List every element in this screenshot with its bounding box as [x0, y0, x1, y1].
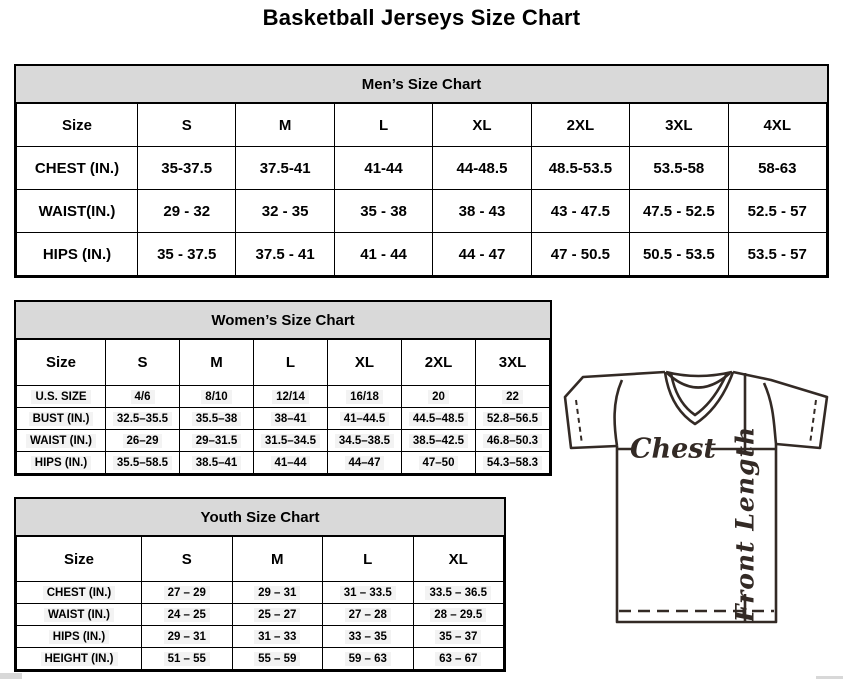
cell-value: 35 - 38: [360, 202, 407, 220]
table-cell: [433, 190, 531, 233]
table-cell: [142, 582, 233, 604]
table-cell: [728, 233, 826, 276]
table-cell: [323, 604, 414, 626]
row-label: [17, 452, 106, 474]
size-table: [16, 536, 504, 670]
table-cell: [106, 452, 180, 474]
table-cell: [106, 408, 180, 430]
cell-value: 51 – 55: [164, 652, 210, 666]
row-label: [17, 430, 106, 452]
womens-size-chart: [14, 300, 552, 476]
row-label-text: HEIGHT (IN.): [41, 652, 118, 666]
table-title: Youth Size Chart: [16, 499, 504, 536]
cell-value: 29 – 31: [164, 630, 210, 644]
table-cell: [334, 233, 432, 276]
column-header: 3XL: [630, 104, 728, 147]
cell-value: 35.5–38: [192, 412, 242, 426]
cell-value: 24 – 25: [164, 608, 210, 622]
row-label: [17, 582, 142, 604]
column-header: L: [334, 104, 432, 147]
cell-value: 22: [502, 390, 523, 404]
column-header: XL: [413, 537, 504, 582]
cell-value: 35 – 37: [435, 630, 481, 644]
table-cell: [254, 430, 328, 452]
table-cell: [630, 190, 728, 233]
cell-value: 52.5 - 57: [747, 202, 807, 220]
cell-value: 35.5–58.5: [113, 456, 172, 470]
cell-value: 29–31.5: [192, 434, 242, 448]
table-cell: [328, 386, 402, 408]
table-cell: [630, 233, 728, 276]
column-header: M: [180, 340, 254, 386]
table-cell: [142, 648, 233, 670]
column-header: 4XL: [728, 104, 826, 147]
table-cell: [531, 147, 629, 190]
table-row: [17, 233, 827, 276]
table-row: [17, 408, 550, 430]
table-cell: [402, 452, 476, 474]
cell-value: 29 - 32: [163, 202, 211, 220]
cell-value: 38 - 43: [458, 202, 506, 220]
cell-value: 35 - 37.5: [157, 245, 217, 263]
cell-value: 8/10: [201, 390, 231, 404]
column-header: XL: [328, 340, 402, 386]
table-cell: [180, 452, 254, 474]
table-cell: [328, 430, 402, 452]
table-cell: [413, 582, 504, 604]
table-cell: [323, 626, 414, 648]
row-label-text: CHEST (IN.): [43, 586, 116, 600]
cell-value: 37.5 - 41: [255, 245, 315, 263]
column-header: S: [138, 104, 236, 147]
table-row: [17, 147, 827, 190]
jersey-left-armhole-seam: [615, 380, 622, 446]
column-header: S: [106, 340, 180, 386]
header-row: [17, 104, 827, 147]
table-cell: [476, 408, 550, 430]
table-cell: [138, 147, 236, 190]
cell-value: 44–47: [345, 456, 385, 470]
cell-value: 12/14: [272, 390, 309, 404]
right-cuff-stitch-line: [810, 400, 816, 444]
row-label-text: BUST (IN.): [29, 412, 94, 426]
table-cell: [232, 582, 323, 604]
table-cell: [236, 190, 334, 233]
youth-size-chart: [14, 497, 506, 672]
mens-size-chart: [14, 64, 829, 278]
row-label: [17, 233, 138, 276]
column-header: Size: [17, 104, 138, 147]
chest-label: Chest: [630, 433, 716, 465]
cell-value: 58-63: [758, 159, 797, 177]
cell-value: 38.5–41: [192, 456, 242, 470]
table-cell: [334, 147, 432, 190]
table-cell: [728, 190, 826, 233]
column-header: M: [236, 104, 334, 147]
table-cell: [180, 386, 254, 408]
column-header: Size: [17, 537, 142, 582]
table-title: Women’s Size Chart: [16, 302, 550, 339]
row-label-text: HIPS (IN.): [42, 245, 112, 263]
cell-value: 31.5–34.5: [261, 434, 320, 448]
page-title: Basketball Jerseys Size Chart: [262, 5, 581, 30]
column-header: Size: [17, 340, 106, 386]
row-label: [17, 190, 138, 233]
cell-value: 38–41: [271, 412, 311, 426]
cell-value: 20: [428, 390, 449, 404]
cell-value: 59 – 63: [345, 652, 391, 666]
table-cell: [138, 190, 236, 233]
table-cell: [413, 604, 504, 626]
table-cell: [413, 626, 504, 648]
cell-value: 28 – 29.5: [430, 608, 486, 622]
table-cell: [232, 604, 323, 626]
table-cell: [236, 147, 334, 190]
jersey-collar-chord: [666, 372, 732, 376]
table-cell: [142, 626, 233, 648]
table-row: [17, 190, 827, 233]
column-header: L: [254, 340, 328, 386]
column-header: L: [323, 537, 414, 582]
table-cell: [323, 648, 414, 670]
header-row: [17, 340, 550, 386]
jersey-right-armhole-seam: [764, 383, 776, 444]
cell-value: 63 – 67: [435, 652, 481, 666]
cell-value: 16/18: [346, 390, 383, 404]
table-cell: [531, 190, 629, 233]
table-cell: [254, 452, 328, 474]
table-cell: [180, 408, 254, 430]
cell-value: 41–44: [271, 456, 311, 470]
jersey-measurement-diagram: [558, 360, 840, 632]
cell-value: 44.5–48.5: [409, 412, 468, 426]
cell-value: 53.5-58: [653, 159, 705, 177]
row-label-text: WAIST (IN.): [44, 608, 114, 622]
row-label-text: HIPS (IN.): [49, 630, 109, 644]
table-cell: [334, 190, 432, 233]
table-row: [17, 626, 504, 648]
cell-value: 50.5 - 53.5: [642, 245, 715, 263]
column-header: 2XL: [402, 340, 476, 386]
column-header: S: [142, 537, 233, 582]
cell-value: 41 - 44: [360, 245, 407, 263]
table-cell: [328, 452, 402, 474]
cell-value: 37.5-41: [259, 159, 311, 177]
table-cell: [476, 386, 550, 408]
table-cell: [232, 626, 323, 648]
table-cell: [142, 604, 233, 626]
cell-value: 32.5–35.5: [113, 412, 172, 426]
row-label-text: WAIST(IN.): [38, 202, 116, 220]
row-label: [17, 408, 106, 430]
header-row: [17, 537, 504, 582]
column-header: XL: [433, 104, 531, 147]
table-row: [17, 604, 504, 626]
bottom-edge-artifact-left: [0, 673, 22, 679]
table-cell: [728, 147, 826, 190]
cell-value: 47–50: [419, 456, 459, 470]
table-cell: [254, 386, 328, 408]
cell-value: 41–44.5: [340, 412, 390, 426]
table-cell: [180, 430, 254, 452]
row-label-text: CHEST (IN.): [34, 159, 120, 177]
cell-value: 4/6: [131, 390, 155, 404]
table-cell: [138, 233, 236, 276]
cell-value: 31 – 33: [254, 630, 300, 644]
table-row: [17, 430, 550, 452]
cell-value: 47 - 50.5: [550, 245, 610, 263]
table-cell: [323, 582, 414, 604]
cell-value: 43 - 47.5: [550, 202, 610, 220]
table-cell: [630, 147, 728, 190]
table-cell: [433, 233, 531, 276]
table-cell: [402, 408, 476, 430]
table-row: [17, 386, 550, 408]
cell-value: 27 – 28: [345, 608, 391, 622]
table-cell: [106, 386, 180, 408]
column-header: 2XL: [531, 104, 629, 147]
column-header: M: [232, 537, 323, 582]
table-cell: [402, 430, 476, 452]
row-label: [17, 147, 138, 190]
table-cell: [402, 386, 476, 408]
cell-value: 46.8–50.3: [483, 434, 542, 448]
cell-value: 44 - 47: [458, 245, 506, 263]
table-title: Men’s Size Chart: [16, 66, 827, 103]
table-row: [17, 648, 504, 670]
row-label: [17, 648, 142, 670]
front-length-label: Front Length: [730, 425, 760, 623]
row-label-text: HIPS (IN.): [31, 456, 91, 470]
table-cell: [531, 233, 629, 276]
cell-value: 41-44: [364, 159, 403, 177]
table-cell: [328, 408, 402, 430]
cell-value: 32 - 35: [261, 202, 309, 220]
size-table: [16, 339, 550, 474]
table-row: [17, 452, 550, 474]
cell-value: 33 – 35: [345, 630, 391, 644]
cell-value: 44-48.5: [456, 159, 508, 177]
table-cell: [413, 648, 504, 670]
cell-value: 48.5-53.5: [548, 159, 613, 177]
cell-value: 52.8–56.5: [483, 412, 542, 426]
row-label: [17, 386, 106, 408]
table-cell: [106, 430, 180, 452]
cell-value: 25 – 27: [254, 608, 300, 622]
table-cell: [476, 452, 550, 474]
cell-value: 27 – 29: [164, 586, 210, 600]
cell-value: 26–29: [123, 434, 163, 448]
left-cuff-stitch-line: [576, 400, 582, 444]
row-label: [17, 626, 142, 648]
size-table: [16, 103, 827, 276]
column-header: 3XL: [476, 340, 550, 386]
table-cell: [254, 408, 328, 430]
table-cell: [236, 233, 334, 276]
cell-value: 35-37.5: [161, 159, 213, 177]
table-cell: [476, 430, 550, 452]
table-row: [17, 582, 504, 604]
cell-value: 34.5–38.5: [335, 434, 394, 448]
table-cell: [433, 147, 531, 190]
table-cell: [232, 648, 323, 670]
cell-value: 55 – 59: [254, 652, 300, 666]
row-label: [17, 604, 142, 626]
cell-value: 47.5 - 52.5: [642, 202, 715, 220]
row-label-text: U.S. SIZE: [31, 390, 90, 404]
cell-value: 29 – 31: [254, 586, 300, 600]
cell-value: 38.5–42.5: [409, 434, 468, 448]
cell-value: 53.5 - 57: [747, 245, 807, 263]
cell-value: 33.5 – 36.5: [425, 586, 491, 600]
cell-value: 54.3–58.3: [483, 456, 542, 470]
cell-value: 31 – 33.5: [340, 586, 396, 600]
row-label-text: WAIST (IN.): [26, 434, 96, 448]
